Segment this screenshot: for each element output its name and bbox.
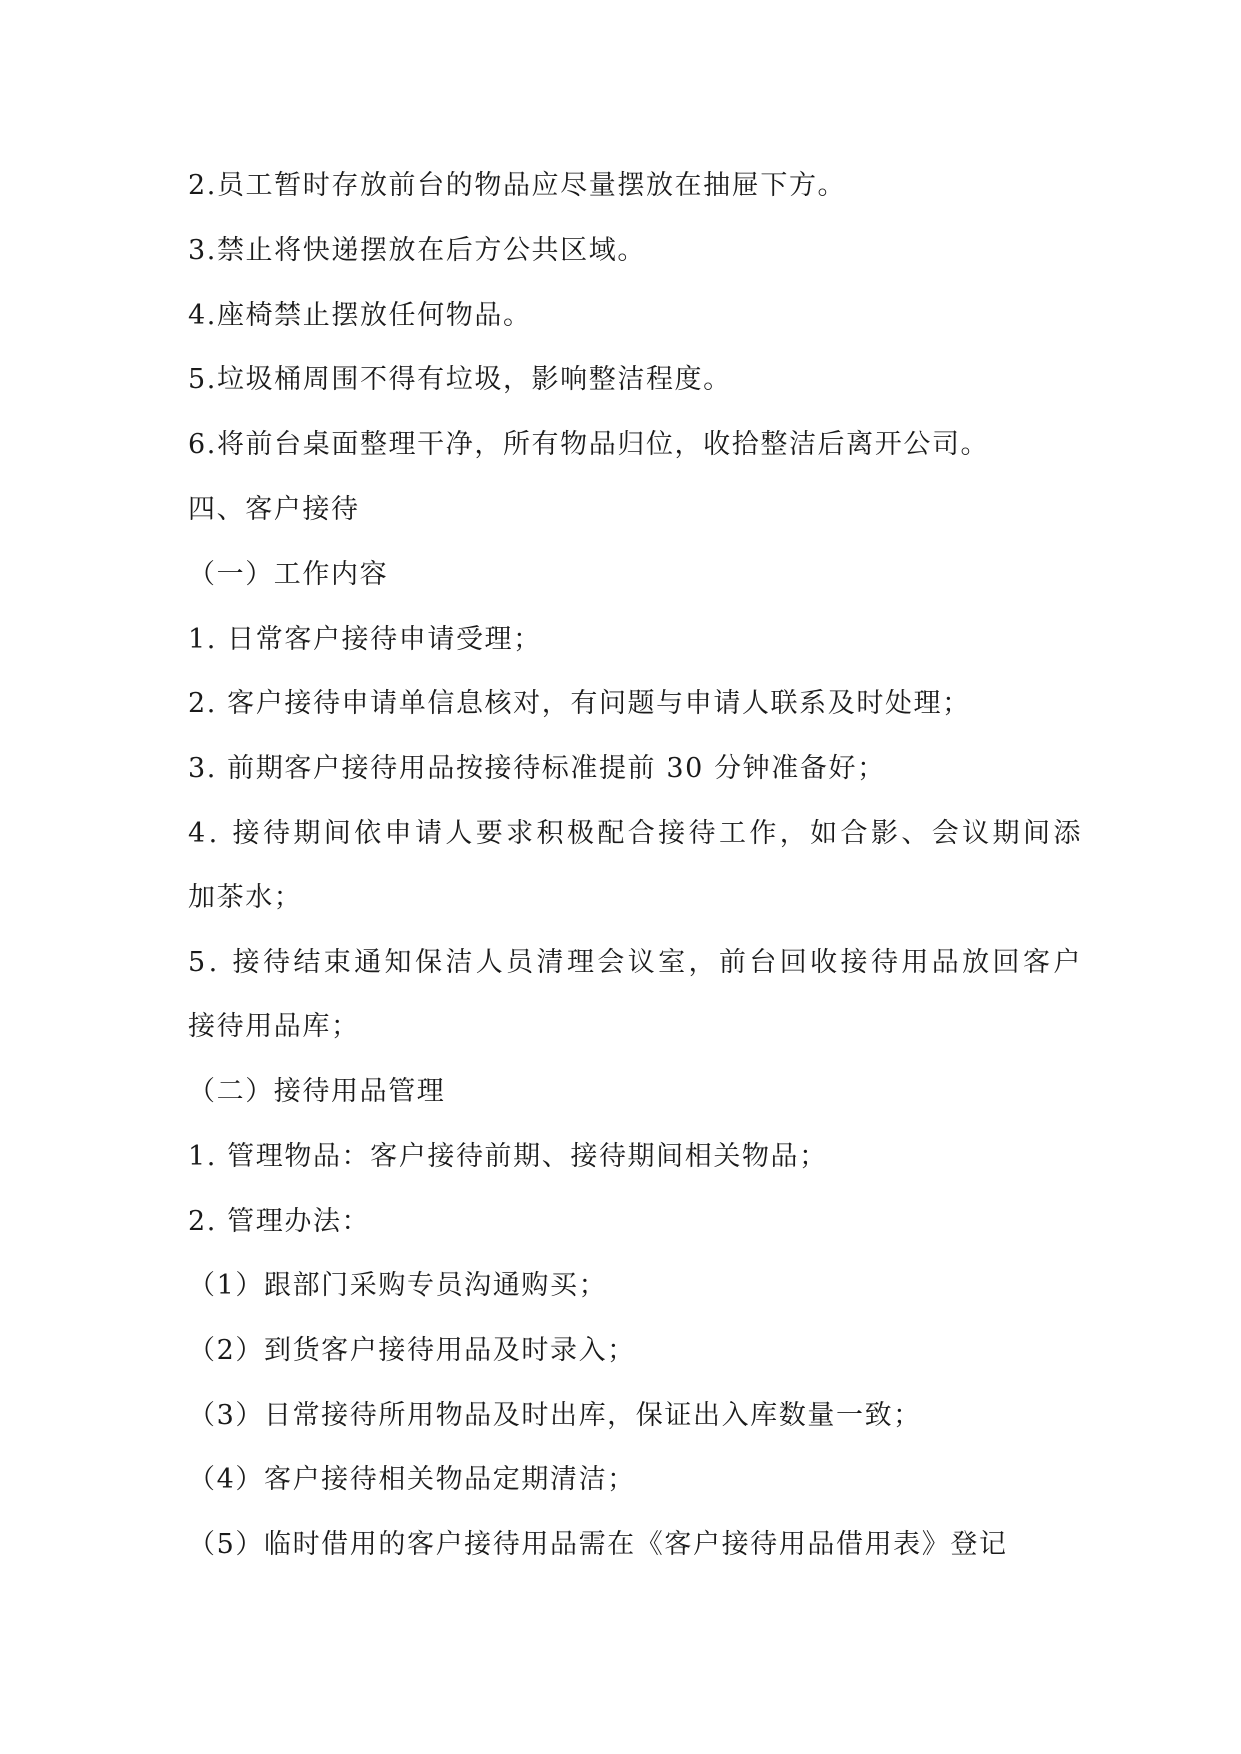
- text-line: 5.垃圾桶周围不得有垃圾，影响整洁程度。: [188, 364, 732, 395]
- sub-list-item: （3）日常接待所用物品及时出库，保证出入库数量一致；: [188, 1400, 922, 1431]
- list-item: 4. 接待期间依申请人要求积极配合接待工作，如合影、会议期间添: [188, 818, 1084, 849]
- list-item-continuation: 接待用品库；: [188, 1011, 360, 1042]
- subsection-heading: （二）接待用品管理: [188, 1076, 446, 1107]
- text-line: 4.座椅禁止摆放任何物品。: [188, 300, 532, 331]
- sub-list-item: （4）客户接待相关物品定期清洁；: [188, 1464, 636, 1495]
- list-item: 3. 前期客户接待用品按接待标准提前 30 分钟准备好；: [188, 753, 886, 784]
- list-item: 2. 客户接待申请单信息核对，有问题与申请人联系及时处理；: [188, 688, 971, 719]
- subsection-heading: （一）工作内容: [188, 559, 389, 590]
- list-item: 2. 管理办法：: [188, 1206, 371, 1237]
- sub-list-item: （2）到货客户接待用品及时录入；: [188, 1335, 636, 1366]
- text-line: 3.禁止将快递摆放在后方公共区域。: [188, 235, 646, 266]
- sub-list-item: （1）跟部门采购专员沟通购买；: [188, 1270, 608, 1301]
- list-item: 1. 管理物品：客户接待前期、接待期间相关物品；: [188, 1141, 828, 1172]
- text-line: 6.将前台桌面整理干净，所有物品归位，收拾整洁后离开公司。: [188, 429, 990, 460]
- list-item-continuation: 加茶水；: [188, 882, 303, 913]
- text-line: 2.员工暂时存放前台的物品应尽量摆放在抽屉下方。: [188, 170, 847, 201]
- section-heading: 四、客户接待: [188, 494, 360, 525]
- list-item: 5. 接待结束通知保洁人员清理会议室，前台回收接待用品放回客户: [188, 947, 1084, 978]
- sub-list-item: （5）临时借用的客户接待用品需在《客户接待用品借用表》登记: [188, 1529, 1008, 1560]
- list-item: 1. 日常客户接待申请受理；: [188, 624, 542, 655]
